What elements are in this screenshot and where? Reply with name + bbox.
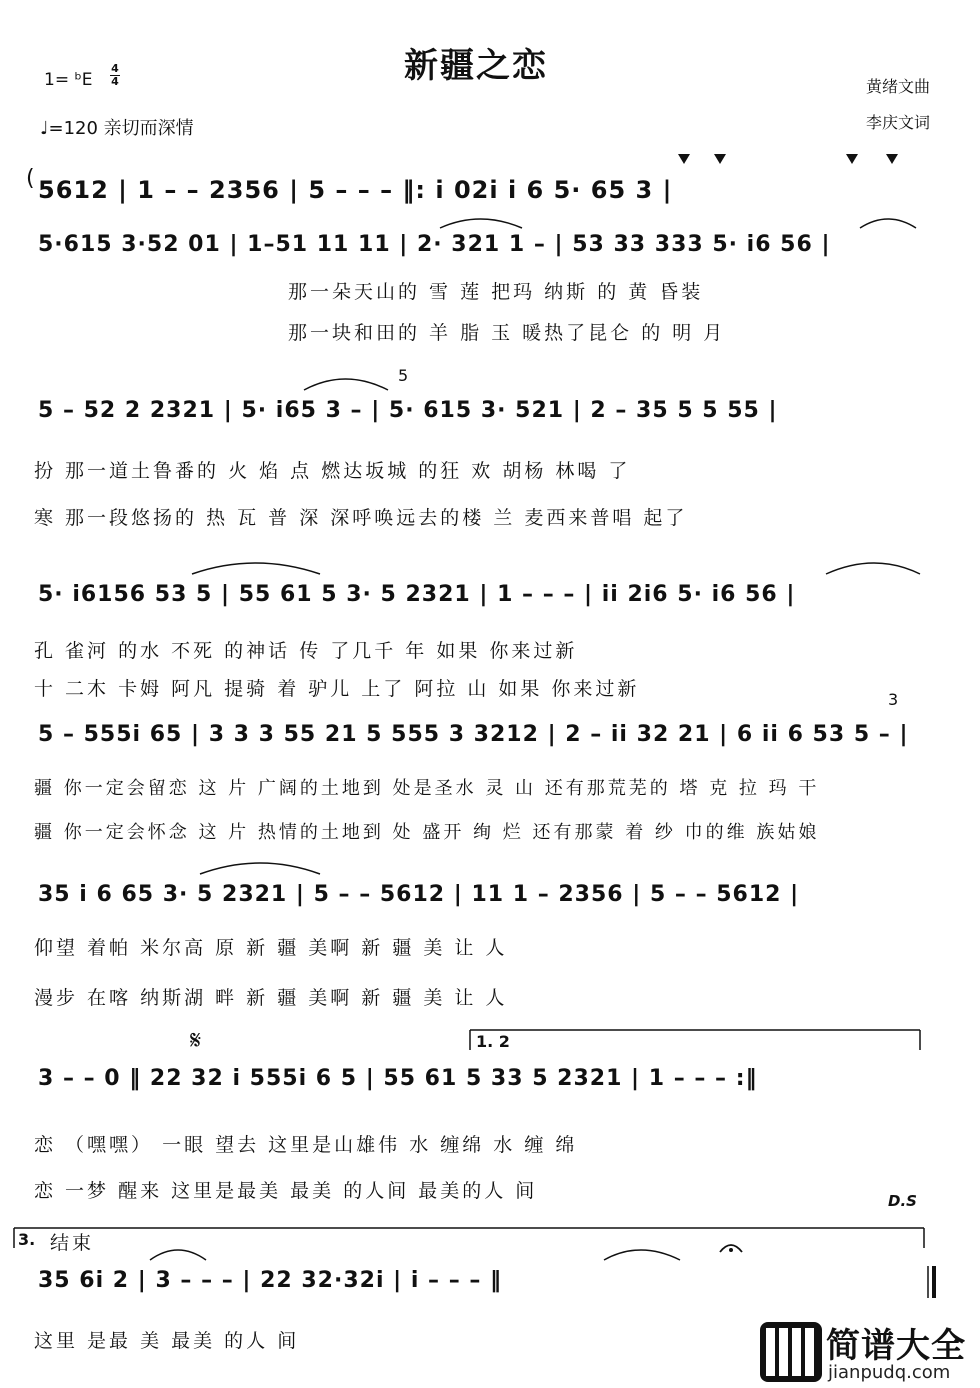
logo-url: jianpudq.com: [828, 1362, 951, 1383]
notation-row-5: 5 – 555i 65 | 3 3 3 55 21 5 555 3 3212 | 2 – ii 32 21 | 6 ii 6 53 5 – |: [38, 722, 909, 747]
lyrics-row-6-verse-1: 仰望 着帕 米尔高 原 新 疆 美啊 新 疆 美 让 人: [34, 937, 508, 959]
notation-row-7: 3 – – 0 ‖ 22 32 i 555i 6 5 | 55 61 5 33 5 2321 | 1 – – – :‖: [38, 1066, 758, 1091]
lyrics-row-3-verse-2: 寒 那一段悠扬的 热 瓦 普 深 深呼唤远去的楼 兰 麦西来普唱 起了: [34, 507, 688, 529]
slur-row-4b: [826, 563, 920, 574]
notation-row-2: 5·615 3·52 01 | 1–51 11 11 | 2· 321 1 – | 53 33 333 5· i6 56 |: [38, 232, 831, 257]
lyrics-row-6-verse-2: 漫步 在喀 纳斯湖 畔 新 疆 美啊 新 疆 美 让 人: [34, 987, 508, 1009]
accent-mark-1: [678, 154, 690, 164]
lyrics-row-5-verse-2: 疆 你一定会怀念 这 片 热情的土地到 处 盛开 绚 烂 还有那蒙 着 纱 巾的维 族姑娘: [34, 822, 820, 843]
accent-mark-3: [846, 154, 858, 164]
volta-3-label: 3.: [18, 1230, 36, 1249]
composer-credit: 黄绪文曲: [866, 77, 931, 96]
slur-row-4: [192, 563, 320, 574]
lyrics-row-4-verse-2: 十 二木 卡姆 阿凡 提骑 着 驴儿 上了 阿拉 山 如果 你来过新: [34, 678, 640, 700]
slur-row-8b: [604, 1250, 680, 1260]
notation-row-4: 5· i6156 53 5 | 55 61 5 3· 5 2321 | 1 – – – | ii 2i6 5· i6 56 |: [38, 582, 796, 607]
fermata-dot: [729, 1248, 733, 1252]
notation-row-1: 5612 | 1 – – 2356 | 5 – – – ‖: i 02i i 6 5· 65 3 |: [38, 176, 673, 204]
slur-row-6: [200, 863, 320, 874]
notation-row-6: 35 i 6 65 3· 5 2321 | 5 – – 5612 | 11 1 – 2356 | 5 – – 5612 |: [38, 882, 800, 907]
page-title: 新疆之恋: [404, 46, 548, 86]
lyrics-row-4-verse-1: 孔 雀河 的水 不死 的神话 传 了几千 年 如果 你来过新: [34, 640, 578, 662]
slur-row-3: [304, 379, 388, 390]
time-sig-top: 4: [111, 62, 119, 75]
time-sig-bottom: 4: [111, 75, 119, 88]
lyrics-row-7-verse-1: 恋 （嘿嘿） 一眼 望去 这里是山雄伟 水 缠绵 水 缠 绵: [34, 1134, 578, 1156]
key-signature: 1= ᵇE: [44, 70, 93, 90]
lyrics-row-2-verse-2: 那一块和田的 羊 脂 玉 暖热了昆仑 的 明 月: [288, 322, 726, 344]
notation-row-8: 35 6i 2 | 3 – – – | 22 32·32i | i – – – ‖: [38, 1268, 503, 1293]
lyricist-credit: 李庆文词: [866, 113, 931, 132]
lyrics-row-3-verse-1: 扮 那一道土鲁番的 火 焰 点 燃达坂城 的狂 欢 胡杨 林喝 了: [34, 460, 631, 482]
slur-row-2b: [860, 219, 916, 228]
notation-row-3: 5 – 52 2 2321 | 5· i65 3 – | 5· 615 3· 521 | 2 – 35 5 5 55 |: [38, 398, 778, 423]
open-paren: (: [26, 166, 35, 191]
tempo-marking: ♩=120 亲切而深情: [40, 118, 194, 139]
lyrics-row-8: 这里 是最 美 最美 的人 间: [34, 1330, 300, 1352]
slur-row-2: [440, 219, 522, 228]
small-mark: 5: [398, 366, 409, 385]
lyrics-row-7-verse-2: 恋 一梦 醒来 这里是最美 最美 的人间 最美的人 间: [34, 1180, 538, 1202]
slur-row-8: [150, 1250, 206, 1260]
accent-mark-2: [714, 154, 726, 164]
logo-text: 简谱大全: [826, 1326, 966, 1366]
lyrics-row-5-verse-1: 疆 你一定会留恋 这 片 广阔的土地到 处是圣水 灵 山 还有那荒芜的 塔 克 拉 玛 干: [34, 778, 820, 799]
volta-1-2-label: 1. 2: [476, 1032, 510, 1051]
triplet-mark: 3: [888, 690, 899, 709]
ds-marking: D.S: [888, 1192, 917, 1210]
ending-label: 结束: [50, 1232, 95, 1254]
segno-sign: 𝄋: [190, 1026, 202, 1056]
lyrics-row-2-verse-1: 那一朵天山的 雪 莲 把玛 纳斯 的 黄 昏装: [288, 281, 704, 303]
accent-mark-4: [886, 154, 898, 164]
